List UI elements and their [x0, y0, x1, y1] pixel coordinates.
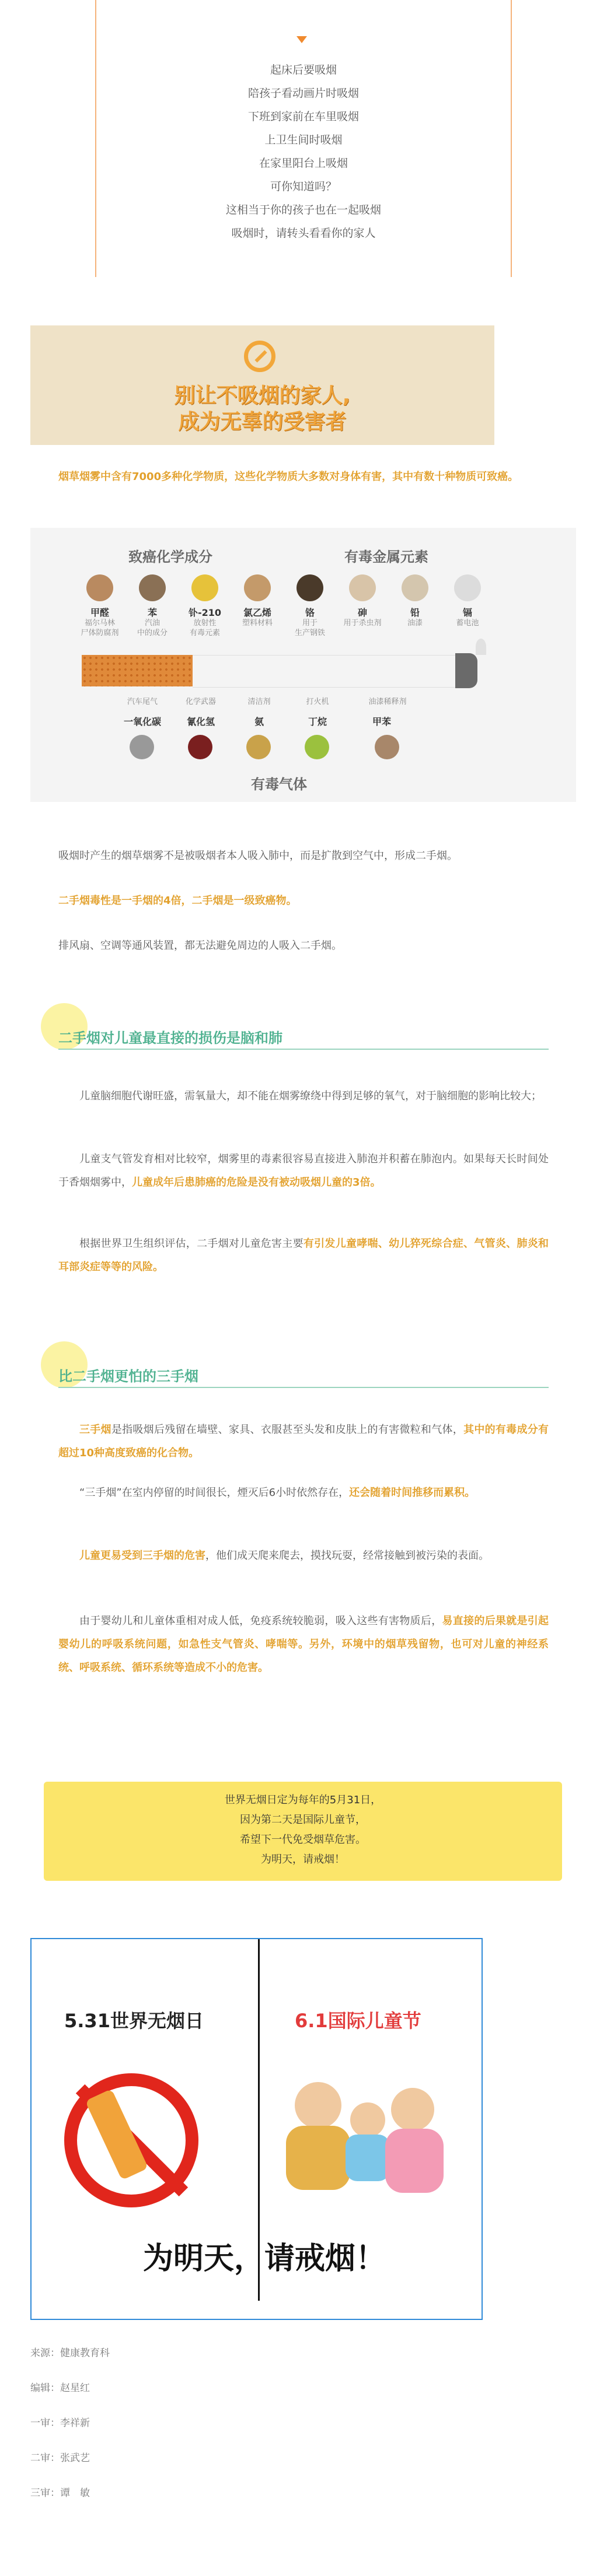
- section-underline: [58, 1049, 549, 1050]
- metal-name: 镉: [462, 607, 472, 618]
- carcinogen-name: 钋-210: [188, 607, 222, 618]
- carcinogen-desc: 放射性 有毒元素: [189, 619, 220, 637]
- metal-name: 砷: [357, 607, 367, 618]
- car-exhaust-icon: [130, 735, 154, 759]
- battery-icon: [454, 574, 481, 601]
- smoke-icon: [476, 639, 486, 655]
- gas-name: 一氧化碳: [123, 716, 161, 727]
- carcinogen-name: 甲醛: [90, 607, 109, 618]
- carcinogens-title: 致癌化学成分: [128, 549, 212, 565]
- behavior-line: 吸烟时，请转头看看你的家人: [231, 227, 376, 240]
- paragraph: [58, 1544, 549, 1568]
- banner-title-line1: 别让不吸烟的家人,: [174, 384, 351, 408]
- gases-title: 有毒气体: [251, 776, 307, 793]
- behavior-line: 这相当于你的孩子也在一起吸烟: [225, 204, 381, 216]
- poster-slogan: 为明天，请戒烟！: [143, 2241, 386, 2276]
- banner-title-line2: 成为无辜的受害者: [178, 410, 347, 434]
- text-highlight: 三手烟: [79, 1424, 111, 1436]
- metal-desc: 用于 生产钢铁: [294, 619, 325, 637]
- section-title: 比二手烟更怕的三手烟: [58, 1368, 198, 1385]
- text-highlight: 有引发儿童哮喘、幼儿猝死综合症、气管炎、肺炎和耳部炎症等等的风险。: [58, 1238, 549, 1273]
- poster-left-title: 5.31世界无烟日: [64, 2010, 204, 2032]
- cigarette-paper: [193, 655, 455, 688]
- behavior-line: 可你知道吗？: [270, 180, 337, 193]
- paragraph: [58, 1148, 549, 1194]
- metals-title: 有毒金属元素: [344, 549, 428, 565]
- behavior-line: 下班到家前在车里吸烟: [247, 110, 359, 123]
- text: ，他们成天爬来爬去，摸找玩耍，经常接触到被污染的表面。: [205, 1550, 489, 1562]
- paragraph: [58, 1481, 549, 1505]
- paragraph: 儿童脑细胞代谢旺盛，需氧量大，却不能在烟雾缭绕中得到足够的氧气，对于脑细胞的影响比较大；: [79, 1090, 542, 1102]
- child-body: [346, 2135, 390, 2181]
- gas-source: 油漆稀释剂: [368, 698, 407, 706]
- metal-desc: 用于杀虫剂: [343, 619, 382, 628]
- metal-name: 铬: [305, 607, 315, 618]
- cleaner-icon: [246, 735, 271, 759]
- plastic-icon: [244, 574, 271, 601]
- notice-line: 希望下一代免受烟草危害。: [240, 1834, 366, 1846]
- text: 是指吸烟后残留在墙壁、家具、衣服甚至头发和皮肤上的有害微粒和气体，: [111, 1424, 464, 1436]
- gas-name: 氰化氢: [186, 716, 215, 727]
- behavior-line: 起床后要吸烟: [270, 64, 337, 76]
- credit-line: 一审：李祥新: [30, 2417, 90, 2429]
- radiation-icon: [191, 574, 218, 601]
- behavior-line: 上卫生间时吸烟: [264, 134, 343, 146]
- gas-name: 丁烷: [308, 716, 327, 727]
- chromium-icon: [296, 574, 323, 601]
- down-arrow-icon: [296, 36, 307, 43]
- carcinogen-name: 苯: [147, 607, 157, 618]
- gas-source: 打火机: [306, 698, 329, 706]
- notice-line: 为明天，请戒烟！: [261, 1853, 345, 1866]
- text-highlight: 易直接的后果就是引起婴幼儿的呼吸系统问题，如急性支气管炎、哮喘等。另外，环境中的烟草残留物，也可对儿童的神经系统、呼吸系统、循环系统等造成不小的危害。: [58, 1615, 549, 1674]
- gas-source: 汽车尾气: [127, 698, 158, 706]
- gas-source: 清洁剂: [247, 698, 271, 706]
- section-underline: [58, 1387, 549, 1388]
- paragraph: [58, 1610, 549, 1680]
- metal-name: 铅: [410, 607, 420, 618]
- text-highlight: 其中的有毒成分有超过10种高度致癌的化合物。: [58, 1424, 549, 1459]
- benzene-icon: [139, 574, 166, 601]
- behavior-line: 在家里阳台上吸烟: [259, 157, 348, 170]
- text-highlight: 儿童更易受到三手烟的危害: [79, 1550, 205, 1562]
- intro-text: 烟草烟雾中含有7000多种化学物质，这些化学物质大多数对身体有害，其中有数十种物质可致癌。: [58, 471, 519, 483]
- paragraph: 排风扇、空调等通风装置，都无法避免周边的人吸入二手烟。: [58, 940, 342, 952]
- mother-body: [385, 2129, 444, 2193]
- credit-line: 三审：谭 敏: [30, 2487, 90, 2499]
- carcinogen-desc: 汽油 中的成分: [137, 619, 168, 637]
- lead-icon: [402, 574, 428, 601]
- no-smoking-logo-icon: [244, 341, 275, 372]
- gas-name: 甲苯: [372, 716, 391, 727]
- behavior-line: 陪孩子看动画片时吸烟: [247, 87, 359, 100]
- metal-desc: 油漆: [407, 619, 423, 628]
- carcinogen-name: 氯乙烯: [243, 607, 271, 618]
- father-icon: [295, 2082, 341, 2129]
- gas-source: 化学武器: [185, 698, 216, 706]
- text: 儿童支气管发育相对比较窄，烟雾里的毒素很容易直接进入肺泡并积蓄在肺泡内。如果每天长时间处于香烟烟雾中，: [58, 1153, 549, 1189]
- arsenic-icon: [349, 574, 376, 601]
- cigarette-filter: [82, 655, 193, 686]
- paragraph: [58, 1418, 549, 1465]
- credit-line: 二审：张武艺: [30, 2452, 90, 2464]
- formaldehyde-icon: [86, 574, 113, 601]
- paragraph: [58, 1232, 549, 1279]
- text-highlight: 还会随着时间推移而累积。: [349, 1487, 476, 1499]
- father-body: [286, 2126, 350, 2190]
- section-title: 二手烟对儿童最直接的损伤是脑和肺: [58, 1030, 282, 1046]
- paragraph-highlight: 二手烟毒性是一手烟的4倍，二手烟是一级致癌物。: [58, 895, 297, 907]
- cigarette-ash: [455, 653, 477, 688]
- credit-line: 来源：健康教育科: [30, 2347, 110, 2359]
- carcinogen-desc: 塑料材料: [242, 619, 273, 628]
- notice-line: 世界无烟日定为每年的5月31日，: [224, 1794, 382, 1806]
- text: 根据世界卫生组织评估，二手烟对儿童危害主要: [79, 1238, 304, 1250]
- text: “三手烟”在室内停留的时间很长，煙灭后6小时依然存在，: [79, 1487, 350, 1499]
- gas-name: 氨: [254, 716, 264, 727]
- thinner-icon: [375, 735, 399, 759]
- notice-line: 因为第二天是国际儿童节，: [240, 1814, 366, 1826]
- poster-right-title: 6.1国际儿童节: [295, 2010, 421, 2032]
- metal-desc: 蓄电池: [456, 619, 479, 628]
- paragraph: 吸烟时产生的烟草烟雾不是被吸烟者本人吸入肺中，而是扩散到空气中，形成二手烟。: [58, 850, 458, 862]
- child-icon: [350, 2102, 385, 2137]
- chemical-weapon-icon: [188, 735, 212, 759]
- credit-line: 编辑：赵星红: [30, 2382, 90, 2394]
- text-highlight: 儿童成年后患肺癌的危险是没有被动吸烟儿童的3倍。: [132, 1176, 381, 1189]
- carcinogen-desc: 福尔马林 尸体防腐剂: [81, 619, 119, 637]
- mother-icon: [391, 2088, 434, 2131]
- text: 由于婴幼儿和儿童体重相对成人低，免疫系统较脆弱，吸入这些有害物质后，: [79, 1615, 442, 1627]
- lighter-icon: [305, 735, 329, 759]
